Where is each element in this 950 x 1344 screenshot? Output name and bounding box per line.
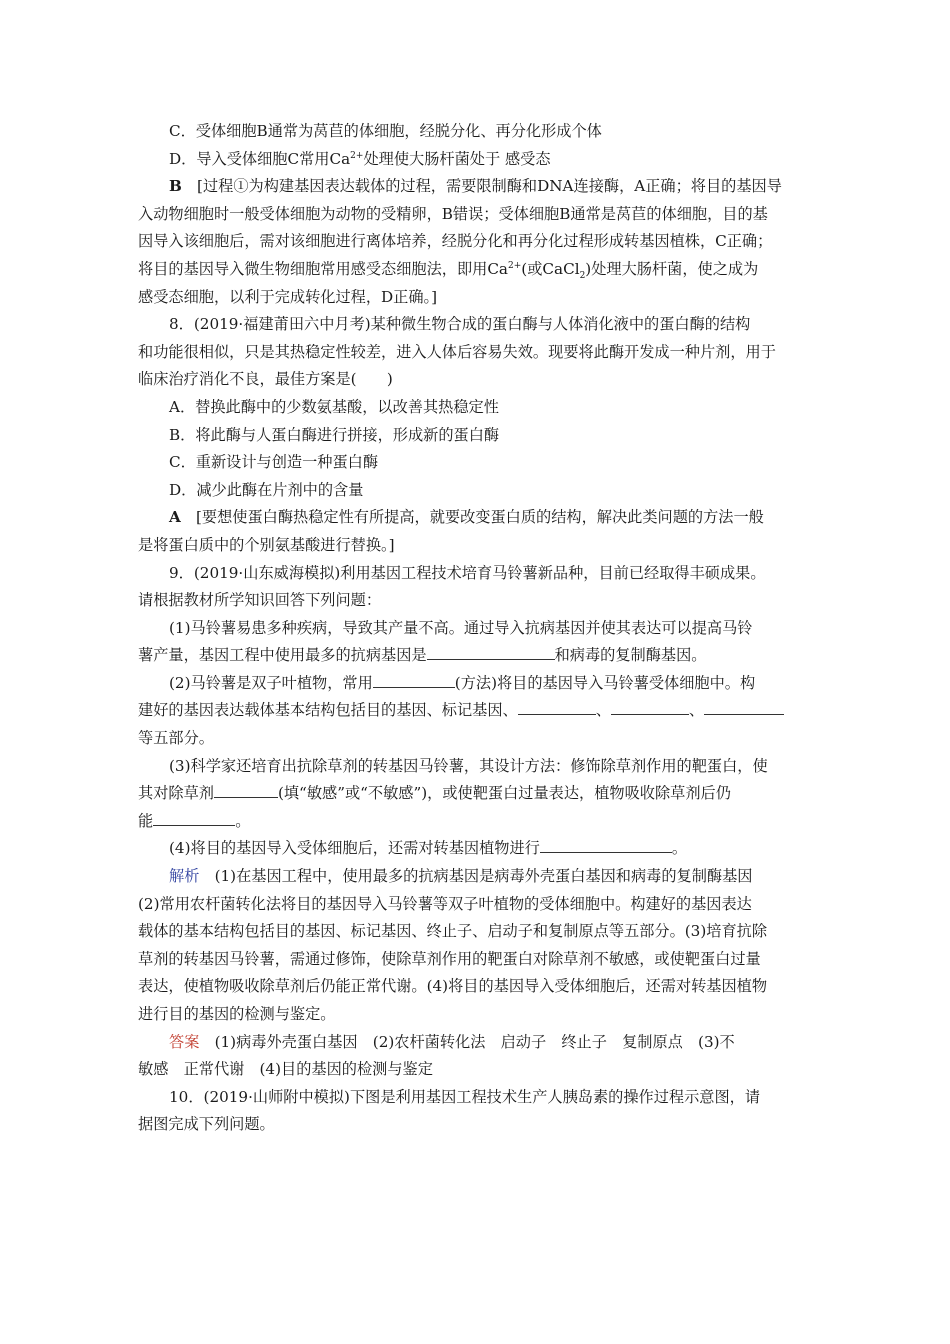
q9-answer-line-1: 答案 (1)病毒外壳蛋白基因 (2)农杆菌转化法 启动子 终止子 复制原点 (3)不	[169, 1032, 735, 1051]
analysis-label: 解析	[169, 867, 200, 886]
q7-option-d: D．导入受体细胞C常用$Ca^{2+}$处理使大肠杆菌处于 感受态	[169, 149, 551, 168]
answer-blank[interactable]	[214, 781, 278, 798]
q9-part2-line-1: (2)马铃薯是双子叶植物，常用 (方法)将目的基因导入马铃薯受体细胞中。构	[138, 670, 818, 698]
q10-stem-line-1: 10．(2019·山师附中模拟)下图是利用基因工程技术生产人胰岛素的操作过程示意图，请	[169, 1087, 761, 1106]
q7-explanation-line-5: 感受态细胞，以利于完成转化过程，D正确。]	[138, 287, 438, 306]
q7-answer: B	[169, 177, 182, 196]
q9-stem-line-2: 请根据教材所学知识回答下列问题：	[138, 591, 381, 610]
q9-stem-line-1: 9．(2019·山东威海模拟)利用基因工程技术培育马铃薯新品种，目前已经取得丰硕成果。	[169, 563, 766, 582]
q8-option-b: B．将此酶与人蛋白酶进行拼接，形成新的蛋白酶	[169, 425, 500, 444]
q9-analysis-line-6: 进行目的基因的检测与鉴定。	[138, 1005, 336, 1023]
answer-blank[interactable]	[540, 836, 672, 853]
q7-explanation-line-3: 因导入该细胞后，需对该细胞进行离体培养，经脱分化和再分化过程形成转基因植株，C正确；	[138, 232, 773, 251]
q9-analysis-line-1: 解析 (1)在基因工程中，使用最多的抗病基因是病毒外壳蛋白基因和病毒的复制酶基因	[169, 867, 753, 886]
q8-answer: A	[169, 508, 181, 527]
answer-blank[interactable]	[153, 809, 235, 826]
q8-explanation-line-1: A [要想使蛋白酶热稳定性有所提高，就要改变蛋白质的结构，解决此类问题的方法一般	[169, 508, 764, 527]
document-page	[138, 118, 818, 1139]
q9-analysis-line-4: 草剂的转基因马铃薯，需通过修饰，使除草剂作用的靶蛋白对除草剂不敏感，或使靶蛋白过量	[138, 949, 761, 968]
q8-option-d: D．减少此酶在片剂中的含量	[169, 480, 364, 499]
q7-explanation-line-1: B [过程①为构建基因表达载体的过程，需要限制酶和DNA连接酶，A正确；将目的基因导	[169, 177, 782, 196]
answer-blank[interactable]	[373, 671, 455, 688]
q8-stem-line-3: 临床治疗消化不良，最佳方案是( )	[138, 370, 393, 389]
answer-blank[interactable]	[704, 698, 784, 715]
q8-stem-line-2: 和功能很相似，只是其热稳定性较差，进入人体后容易失效。现要将此酶开发成一种片剂，用于	[138, 342, 776, 361]
q9-part1-line-1: (1)马铃薯易患多种疾病，导致其产量不高。通过导入抗病基因并使其表达可以提高马铃	[169, 618, 753, 637]
q8-option-a: A．替换此酶中的少数氨基酸，以改善其热稳定性	[169, 397, 499, 416]
answer-blank[interactable]	[427, 643, 555, 660]
q9-answer-line-2: 敏感 正常代谢 (4)目的基因的检测与鉴定	[138, 1060, 433, 1079]
q9-part3-line-2: 其对除草剂 (填“敏感”或“不敏感”)，或使靶蛋白过量表达，植物吸收除草剂后仍	[138, 780, 818, 808]
q9-analysis-line-5: 表达，使植物吸收除草剂后仍能正常代谢。(4)将目的基因导入受体细胞后，还需对转基因植物	[138, 977, 768, 996]
q9-analysis-line-3: 载体的基本结构包括目的基因、标记基因、终止子、启动子和复制原点等五部分。(3)培育抗除	[138, 922, 768, 941]
q9-part3-line-1: (3)科学家还培育出抗除草剂的转基因马铃薯，其设计方法：修饰除草剂作用的靶蛋白，使	[169, 756, 768, 775]
q8-explanation-line-2: 是将蛋白质中的个别氨基酸进行替换。]	[138, 535, 395, 554]
q9-part3-line-3: 能 。	[138, 808, 818, 836]
q10-stem-line-2: 据图完成下列问题。	[138, 1115, 275, 1134]
q9-analysis-line-2: (2)常用农杆菌转化法将目的基因导入马铃薯等双子叶植物的受体细胞中。构建好的基因表达	[138, 894, 752, 913]
answer-blank[interactable]	[611, 698, 689, 715]
q7-explanation-line-4: 将目的基因导入微生物细胞常用感受态细胞法，即用$Ca^{2+}$(或CaCl$_2$)处理大肠杆菌，使之成为	[138, 259, 759, 281]
q9-part2-line-2: 建好的基因表达载体基本结构包括目的基因、标记基因、 、 、	[138, 697, 818, 725]
q8-option-c: C．重新设计与创造一种蛋白酶	[169, 453, 379, 472]
q8-stem-line-1: 8．(2019·福建莆田六中月考)某种微生物合成的蛋白酶与人体消化液中的蛋白酶的结构	[169, 315, 751, 334]
answer-blank[interactable]	[518, 698, 596, 715]
q9-part4: (4)将目的基因导入受体细胞后，还需对转基因植物进行 。	[138, 835, 818, 863]
q7-explanation-line-2: 入动物细胞时一般受体细胞为动物的受精卵，B错误；受体细胞B通常是莴苣的体细胞，目的基	[138, 204, 768, 223]
answer-label: 答案	[169, 1032, 200, 1051]
q9-part2-line-3: 等五部分。	[138, 729, 214, 748]
q9-part1-line-2: 薯产量，基因工程中使用最多的抗病基因是 和病毒的复制酶基因。	[138, 642, 818, 670]
q7-option-c: C．受体细胞B通常为莴苣的体细胞，经脱分化、再分化形成个体	[169, 122, 602, 140]
